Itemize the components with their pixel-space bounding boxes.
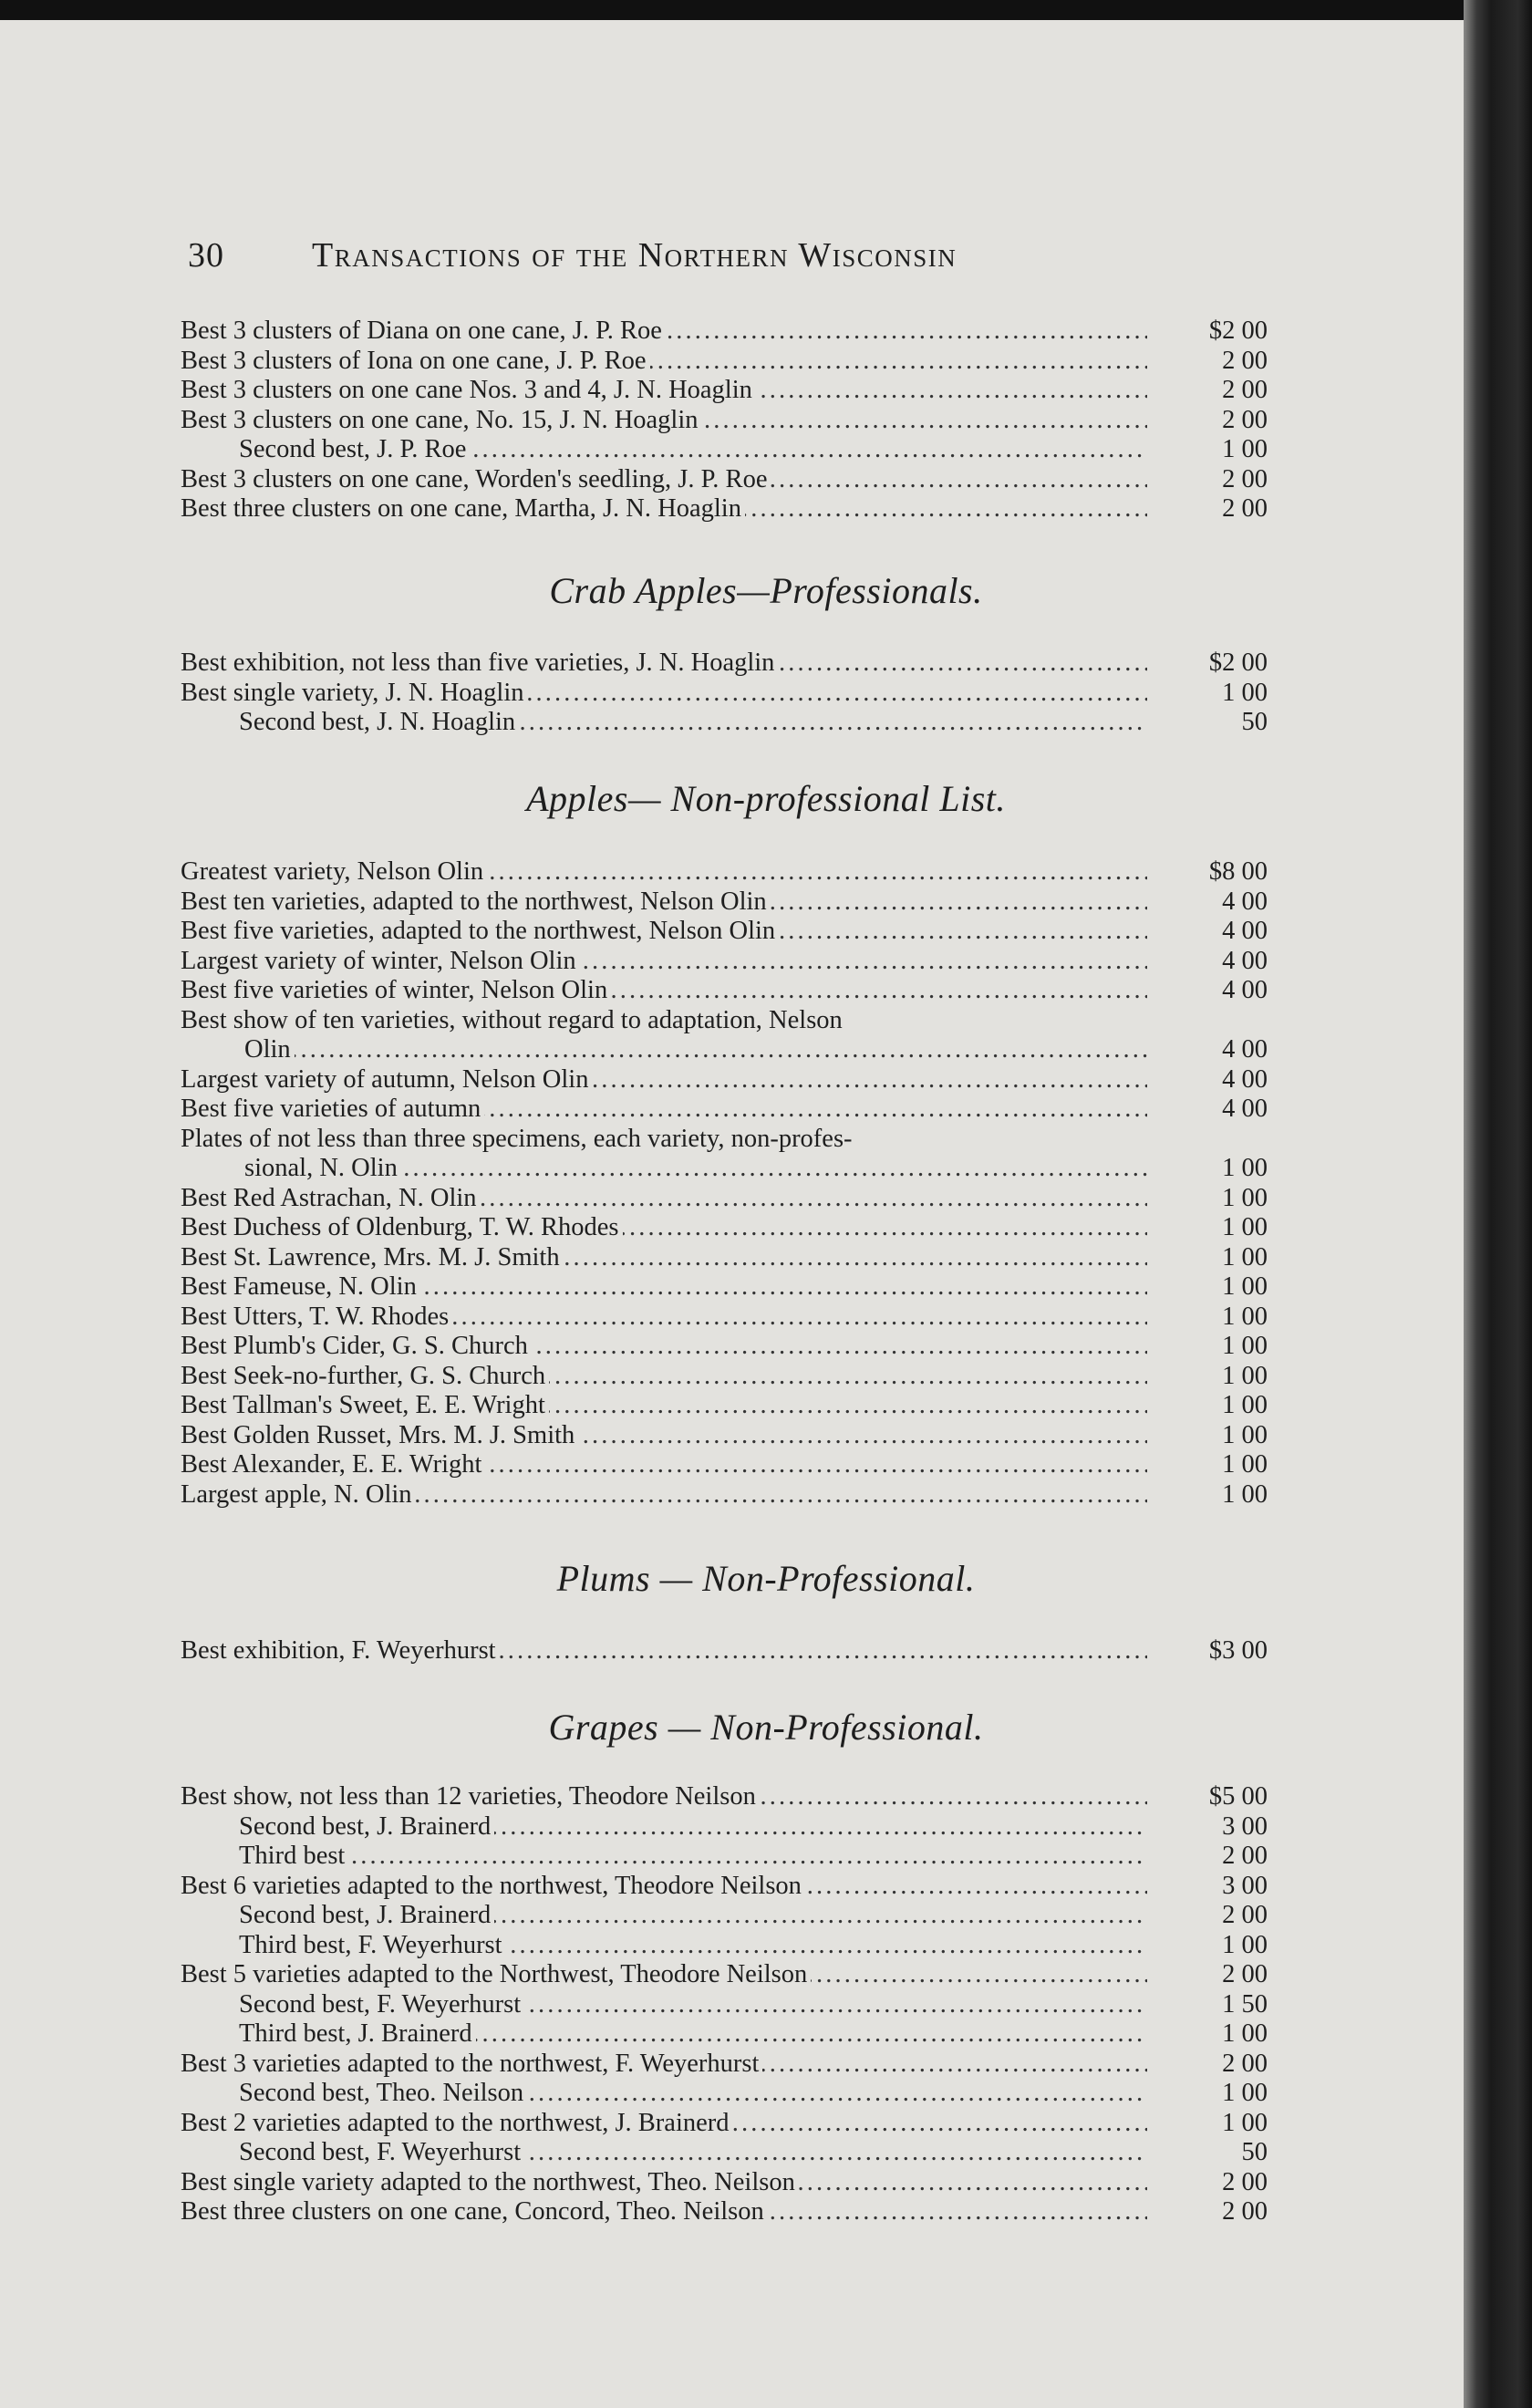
premium-row [181, 649, 1268, 679]
premium-amount: 1 00 [1222, 2108, 1268, 2137]
premium-row [181, 1931, 1268, 1961]
premium-amount: $5 00 [1208, 1782, 1268, 1811]
premium-amount: 4 00 [1222, 1064, 1268, 1094]
premium-amount: 2 00 [1222, 2049, 1268, 2078]
premium-row [181, 1450, 1268, 1480]
premium-row [181, 1990, 1268, 2020]
premium-amount: 2 00 [1222, 464, 1268, 493]
premium-row [181, 1095, 1268, 1125]
premium-label: Second best, F. Weyerhurst . . . [239, 2138, 1147, 2168]
section-title-crab-apples: Crab Apples—Professionals. [549, 570, 983, 611]
premium-label: Best Fameuse, N. Olin . . . [181, 1272, 1147, 1303]
premium-label: Best 3 clusters on one cane, No. 15, J. N. Hoaglin . . . [181, 406, 1147, 436]
premium-row [181, 2168, 1268, 2198]
premium-row [181, 1006, 1268, 1065]
premium-row [181, 1421, 1268, 1451]
premium-label: Largest variety of winter, Nelson Olin . . . [181, 947, 1147, 977]
premium-row [181, 1872, 1268, 1902]
premium-label: Best 3 varieties adapted to the northwest, F. Weyerhurst . . . [181, 2050, 1147, 2080]
premium-amount: 1 00 [1222, 1479, 1268, 1509]
premium-amount: 2 00 [1222, 405, 1268, 434]
premium-row [181, 857, 1268, 887]
premium-label: Second best, J. P. Roe . . . [239, 435, 1147, 465]
premium-row [181, 406, 1268, 436]
premium-row [181, 1332, 1268, 1362]
premium-amount: 1 00 [1222, 1361, 1268, 1390]
premium-label: Best St. Lawrence, Mrs. M. J. Smith . . . [181, 1243, 1147, 1273]
premium-amount: 1 00 [1222, 1154, 1268, 1182]
premium-label: Plates of not less than three specimens, each variety, non-profes- [181, 1125, 1147, 1155]
premium-label: Best 3 clusters of Iona on one cane, J. P. Roe . . . [181, 347, 1147, 377]
premium-amount: 1 00 [1222, 435, 1268, 463]
premium-label: Best single variety, J. N. Hoaglin . . . [181, 679, 1147, 709]
premium-amount: 1 00 [1222, 1420, 1268, 1449]
premium-label: Best ten varieties, adapted to the northwest, Nelson Olin . . . [181, 887, 1147, 918]
premium-label-continued: Olin . . . [244, 1035, 1147, 1065]
premium-label: Best Seek-no-further, G. S. Church . . . [181, 1362, 1147, 1392]
premium-amount: 4 00 [1222, 976, 1268, 1004]
premium-label: Best three clusters on one cane, Concord, Theo. Neilson . . . [181, 2197, 1147, 2227]
premium-amount: 2 00 [1222, 376, 1268, 404]
premium-amount: 1 00 [1222, 1183, 1268, 1212]
premium-label: Best five varieties, adapted to the northwest, Nelson Olin . . . [181, 917, 1147, 947]
premium-row [181, 1812, 1268, 1842]
premium-label: Best Duchess of Oldenburg, T. W. Rhodes . . . [181, 1213, 1147, 1243]
premium-label: Best 6 varieties adapted to the northwest, Theodore Neilson . . . [181, 1872, 1147, 1902]
premium-amount: 1 00 [1222, 2019, 1268, 2048]
premium-label: Best show, not less than 12 varieties, Theodore Neilson . . . [181, 1782, 1147, 1812]
premium-amount: 1 00 [1222, 1332, 1268, 1360]
premium-amount: 1 50 [1222, 1989, 1268, 2019]
premium-amount: $2 00 [1208, 649, 1268, 677]
premium-amount: 2 00 [1222, 1960, 1268, 1988]
premium-label: Best five varieties of winter, Nelson Olin . . . [181, 976, 1147, 1006]
premium-amount: 1 00 [1222, 1213, 1268, 1241]
premium-amount: 2 00 [1222, 346, 1268, 375]
premium-amount: 4 00 [1222, 1035, 1268, 1064]
premium-amount: 4 00 [1222, 946, 1268, 975]
premium-label: Second best, J. Brainerd . . . [239, 1812, 1147, 1842]
premium-row [181, 2138, 1268, 2168]
premium-row [181, 2079, 1268, 2109]
premium-row [181, 435, 1268, 465]
premium-amount: 1 00 [1222, 1391, 1268, 1419]
premium-amount: 2 00 [1222, 2167, 1268, 2196]
premium-amount: 1 00 [1222, 678, 1268, 707]
premium-row [181, 317, 1268, 347]
premium-label: Largest variety of autumn, Nelson Olin . . . [181, 1065, 1147, 1095]
premium-label: Best show of ten varieties, without regard to adaptation, Nelson [181, 1006, 1147, 1036]
section-grapes-nonprofessional [181, 1782, 1268, 2227]
premium-label: Best exhibition, not less than five varieties, J. N. Hoaglin . . . [181, 649, 1147, 679]
premium-label: Third best . . . [239, 1842, 1147, 1872]
premium-row [181, 947, 1268, 977]
premium-label: Best 2 varieties adapted to the northwest, J. Brainerd . . . [181, 2109, 1147, 2139]
premium-label: Largest apple, N. Olin . . . [181, 1480, 1147, 1510]
premium-label: Best Golden Russet, Mrs. M. J. Smith . . . [181, 1421, 1147, 1451]
section-title-apples: Apples— Non-professional List. [526, 778, 1006, 819]
premium-row [181, 1960, 1268, 1990]
premium-row [181, 465, 1268, 495]
premium-label: Best Tallman's Sweet, E. E. Wright . . . [181, 1391, 1147, 1421]
section-grapes-professional [181, 317, 1268, 524]
premium-label: Second best, J. Brainerd . . . [239, 1901, 1147, 1931]
premium-row [181, 1362, 1268, 1392]
premium-row [181, 1480, 1268, 1510]
premium-row [181, 1184, 1268, 1214]
premium-row [181, 1213, 1268, 1243]
premium-amount: 1 00 [1222, 1450, 1268, 1479]
premium-row [181, 1901, 1268, 1931]
premium-amount: 4 00 [1222, 1095, 1268, 1123]
running-title: Transactions of the Northern Wisconsin [312, 236, 958, 275]
premium-amount: 4 00 [1222, 917, 1268, 945]
premium-row [181, 2109, 1268, 2139]
premium-label: Third best, F. Weyerhurst . . . [239, 1931, 1147, 1961]
premium-amount: 2 00 [1222, 2197, 1268, 2226]
premium-row [181, 679, 1268, 709]
premium-amount: 4 00 [1222, 887, 1268, 916]
premium-row [181, 376, 1268, 406]
section-crab-apples [181, 649, 1268, 738]
premium-row [181, 1842, 1268, 1872]
premium-amount: 3 00 [1222, 1811, 1268, 1841]
section-title-grapes: Grapes — Non-Professional. [548, 1707, 984, 1748]
premium-amount: 2 00 [1222, 494, 1268, 523]
premium-label: Best Plumb's Cider, G. S. Church . . . [181, 1332, 1147, 1362]
premium-row [181, 2019, 1268, 2050]
premium-row [181, 887, 1268, 918]
premium-label: Best 3 clusters on one cane Nos. 3 and 4, J. N. Hoaglin . . . [181, 376, 1147, 406]
premium-amount: 1 00 [1222, 1242, 1268, 1271]
premium-label: Best 5 varieties adapted to the Northwest, Theodore Neilson . . . [181, 1960, 1147, 1990]
premium-label: Best Utters, T. W. Rhodes . . . [181, 1303, 1147, 1333]
running-header [188, 235, 1145, 275]
premium-amount: 1 00 [1222, 1302, 1268, 1331]
premium-label: Second best, Theo. Neilson . . . [239, 2079, 1147, 2109]
premium-row [181, 1391, 1268, 1421]
premium-amount: $2 00 [1208, 317, 1268, 345]
premium-row [181, 1125, 1268, 1184]
premium-row [181, 917, 1268, 947]
premium-amount: 50 [1241, 708, 1268, 736]
premium-label: Best five varieties of autumn . . . [181, 1095, 1147, 1125]
premium-row [181, 976, 1268, 1006]
premium-label: Best three clusters on one cane, Martha, J. N. Hoaglin . . . [181, 494, 1147, 524]
premium-amount: 50 [1241, 2138, 1268, 2166]
premium-amount: 2 00 [1222, 1842, 1268, 1870]
premium-row [181, 1272, 1268, 1303]
premium-row [181, 1636, 1268, 1666]
premium-label: Best 3 clusters on one cane, Worden's seedling, J. P. Roe . . . [181, 465, 1147, 495]
premium-amount: $3 00 [1208, 1636, 1268, 1665]
premium-label: Best Red Astrachan, N. Olin . . . [181, 1184, 1147, 1214]
premium-row [181, 708, 1268, 738]
page-number: 30 [188, 236, 224, 275]
premium-row [181, 1303, 1268, 1333]
premium-row [181, 2050, 1268, 2080]
premium-amount: 1 00 [1222, 1272, 1268, 1301]
section-apples [181, 857, 1268, 1510]
section-plums [181, 1636, 1268, 1666]
premium-label: Second best, F. Weyerhurst . . . [239, 1990, 1147, 2020]
premium-row [181, 1065, 1268, 1095]
premium-row [181, 1243, 1268, 1273]
premium-row [181, 2197, 1268, 2227]
section-title-plums: Plums — Non-Professional. [556, 1558, 976, 1599]
premium-label: Third best, J. Brainerd . . . [239, 2019, 1147, 2050]
premium-label-continued: sional, N. Olin . . . [244, 1154, 1147, 1184]
book-spine [1464, 0, 1532, 2408]
top-edge [0, 0, 1532, 20]
premium-row [181, 347, 1268, 377]
premium-label: Second best, J. N. Hoaglin . . . [239, 708, 1147, 738]
premium-label: Best Alexander, E. E. Wright . . . [181, 1450, 1147, 1480]
premium-amount: 3 00 [1222, 1871, 1268, 1900]
premium-amount: 2 00 [1222, 1901, 1268, 1929]
premium-amount: $8 00 [1208, 857, 1268, 886]
premium-row [181, 1782, 1268, 1812]
premium-label: Best 3 clusters of Diana on one cane, J. P. Roe . . . [181, 317, 1147, 347]
premium-amount: 1 00 [1222, 1930, 1268, 1959]
premium-label: Best single variety adapted to the northwest, Theo. Neilson . . . [181, 2168, 1147, 2198]
premium-label: Greatest variety, Nelson Olin . . . [181, 857, 1147, 887]
premium-amount: 1 00 [1222, 2079, 1268, 2107]
premium-label: Best exhibition, F. Weyerhurst . . . [181, 1636, 1147, 1666]
premium-row [181, 494, 1268, 524]
